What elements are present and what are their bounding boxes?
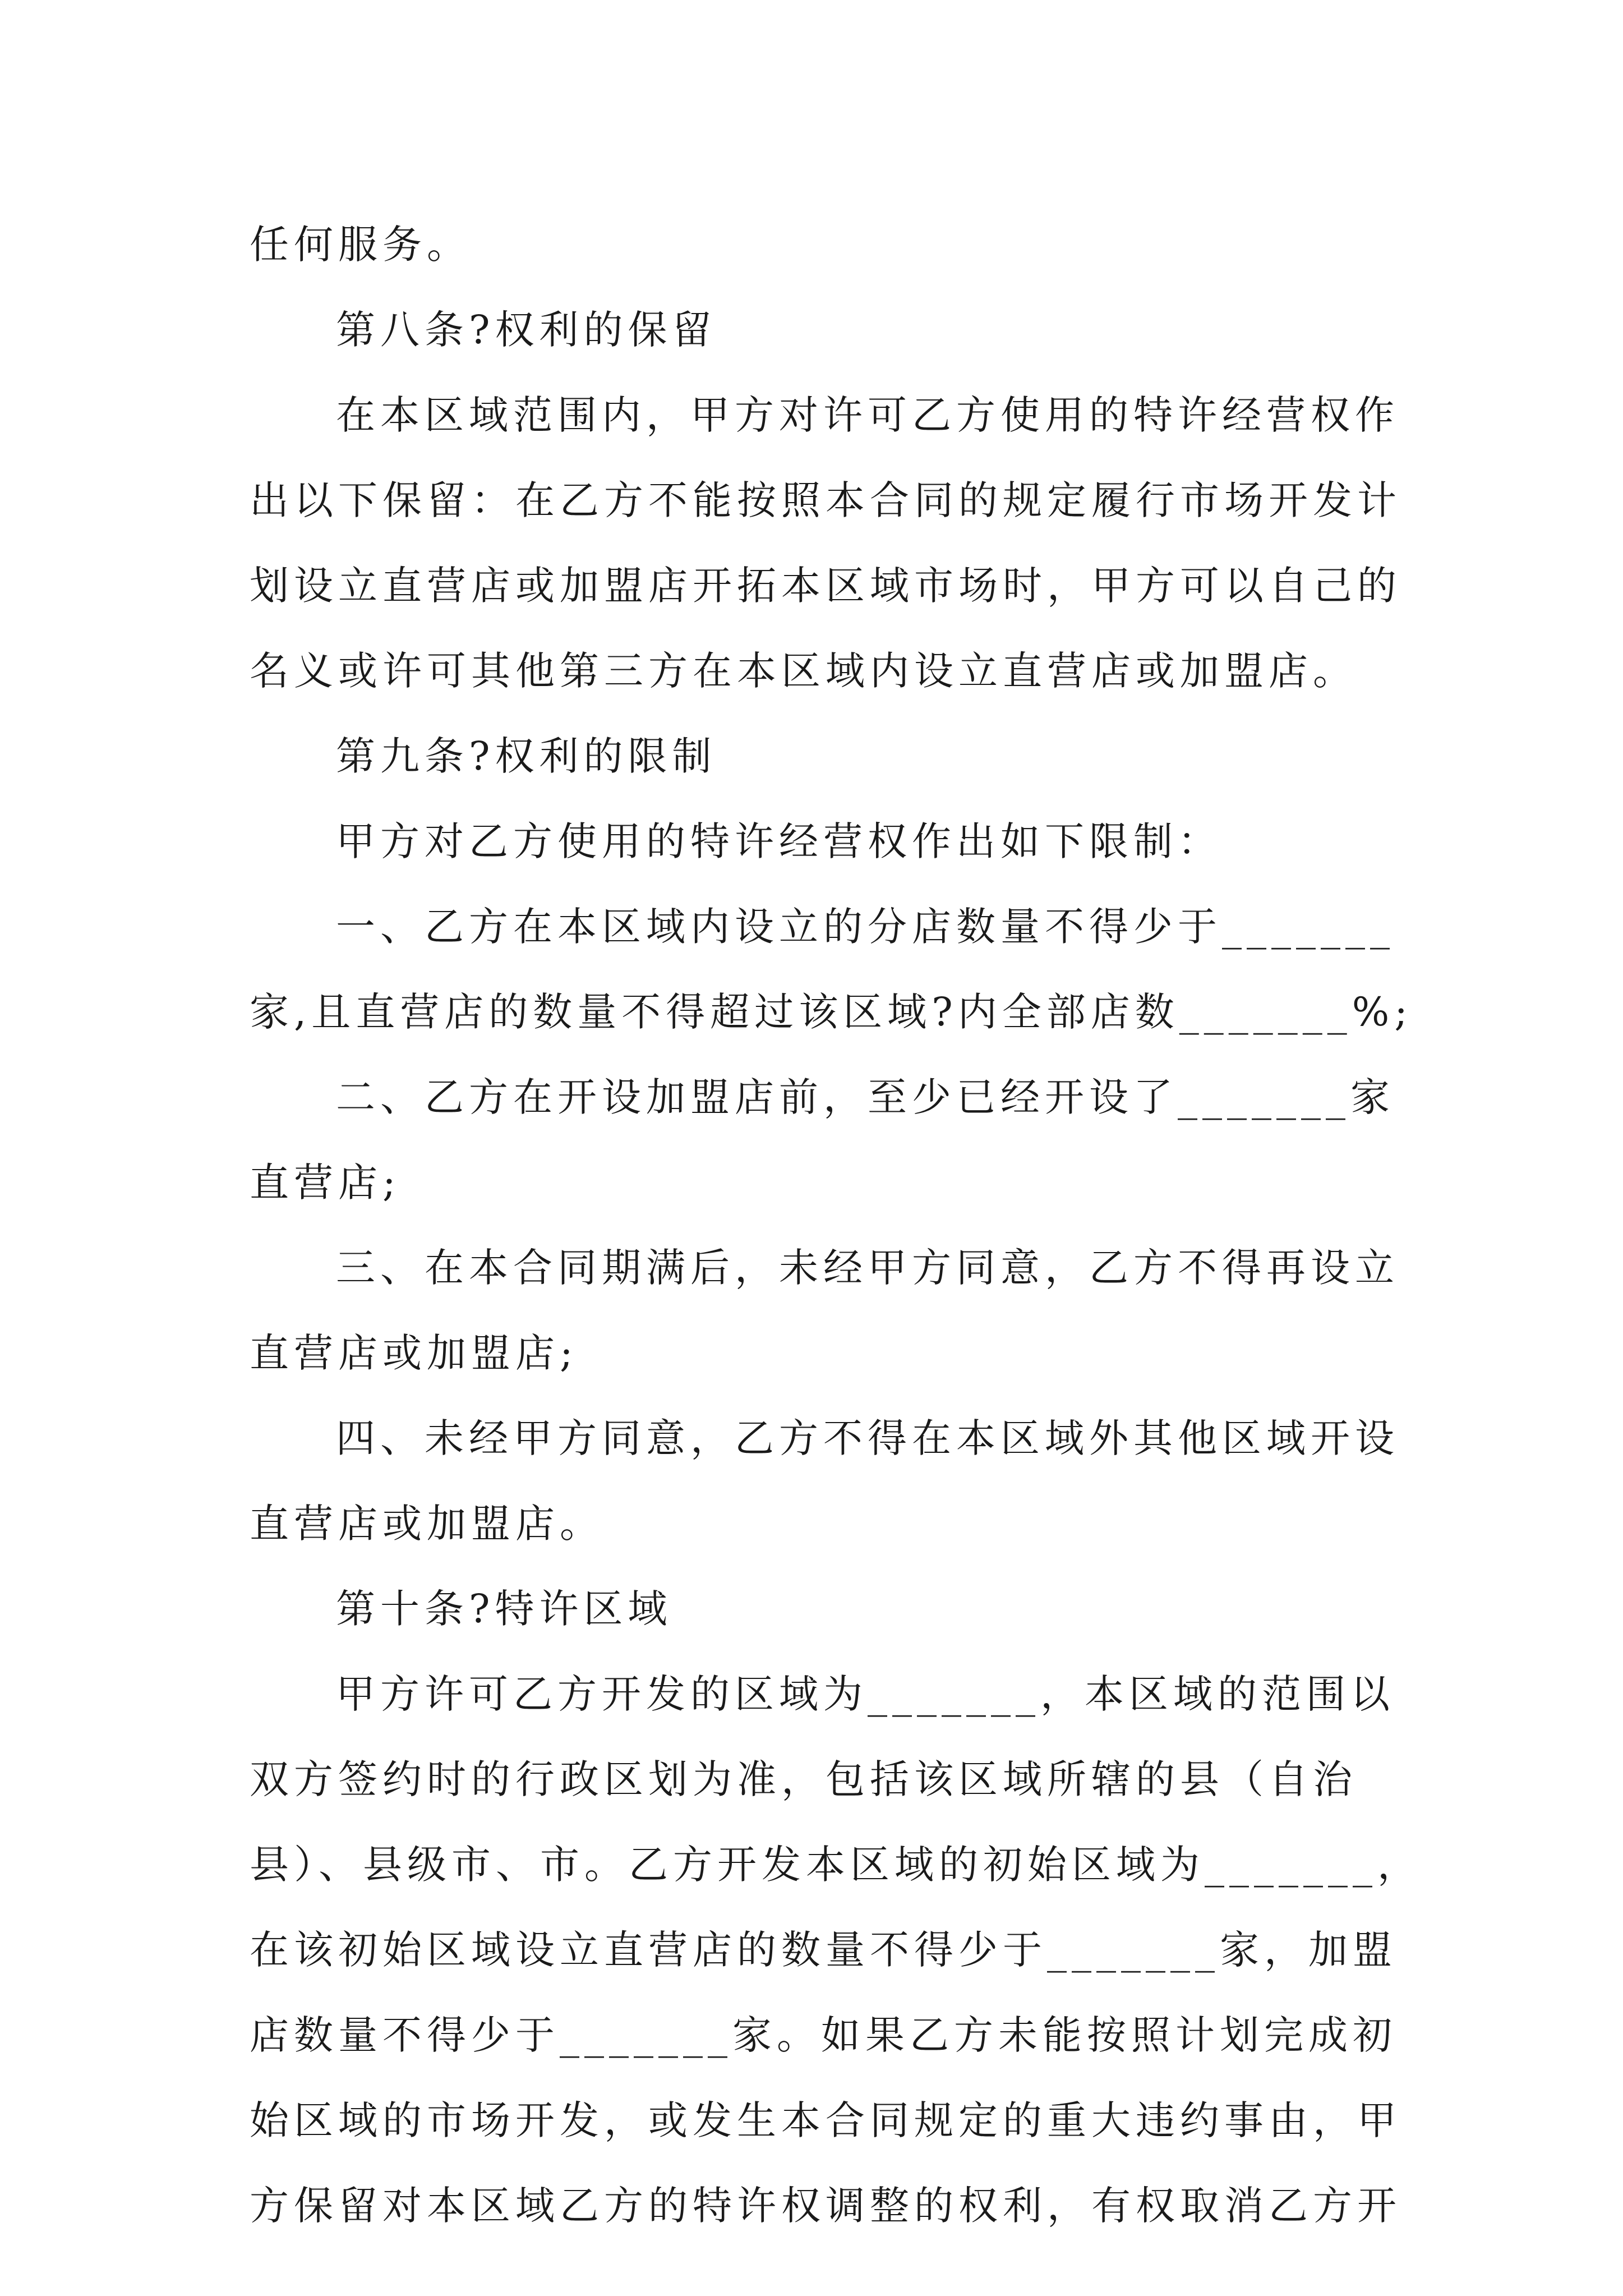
- text-line: 直营店或加盟店。: [250, 1501, 604, 1547]
- text-line: 四、未经甲方同意，乙方不得在本区域外其他区域开设: [336, 1415, 1399, 1461]
- text-line: 方保留对本区域乙方的特许权调整的权利，有权取消乙方开: [250, 2183, 1401, 2229]
- text-line: 名义或许可其他第三方在本区域内设立直营店或加盟店。: [250, 648, 1357, 694]
- text-line: 直营店或加盟店;: [250, 1330, 578, 1376]
- section-heading-article-9: 第九条?权利的限制: [336, 733, 717, 779]
- text-line: 始区域的市场开发，或发生本合同规定的重大违约事由，甲: [250, 2097, 1401, 2143]
- text-line: 双方签约时的行政区划为准，包括该区域所辖的县（自治: [250, 1756, 1357, 1802]
- text-line: 直营店;: [250, 1159, 401, 1205]
- text-line: 县）、县级市、市。乙方开发本区域的初始区域为_______，: [250, 1842, 1422, 1888]
- text-line: 甲方对乙方使用的特许经营权作出如下限制：: [336, 818, 1222, 864]
- text-line: 家,且直营店的数量不得超过该区域?内全部店数_______%;: [250, 989, 1413, 1035]
- text-line: 甲方许可乙方开发的区域为_______，本区域的范围以: [336, 1671, 1395, 1717]
- text-line: 任何服务。: [250, 222, 471, 268]
- section-heading-article-8: 第八条?权利的保留: [336, 307, 717, 353]
- text-line: 二、乙方在开设加盟店前，至少已经开设了_______家: [336, 1074, 1395, 1120]
- text-line: 出以下保留：在乙方不能按照本合同的规定履行市场开发计: [250, 477, 1401, 523]
- text-line: 一、乙方在本区域内设立的分店数量不得少于_______: [336, 904, 1395, 950]
- text-line: 划设立直营店或加盟店开拓本区域市场时，甲方可以自己的: [250, 563, 1401, 609]
- text-line: 在该初始区域设立直营店的数量不得少于_______家，加盟: [250, 1927, 1397, 1973]
- section-heading-article-10: 第十条?特许区域: [336, 1586, 672, 1632]
- text-line: 在本区域范围内，甲方对许可乙方使用的特许经营权作: [336, 392, 1399, 438]
- document-body: [250, 202, 1422, 2248]
- text-line: 三、在本合同期满后，未经甲方同意，乙方不得再设立: [336, 1245, 1399, 1291]
- text-line: 店数量不得少于_______家。如果乙方未能按照计划完成初: [250, 2012, 1397, 2058]
